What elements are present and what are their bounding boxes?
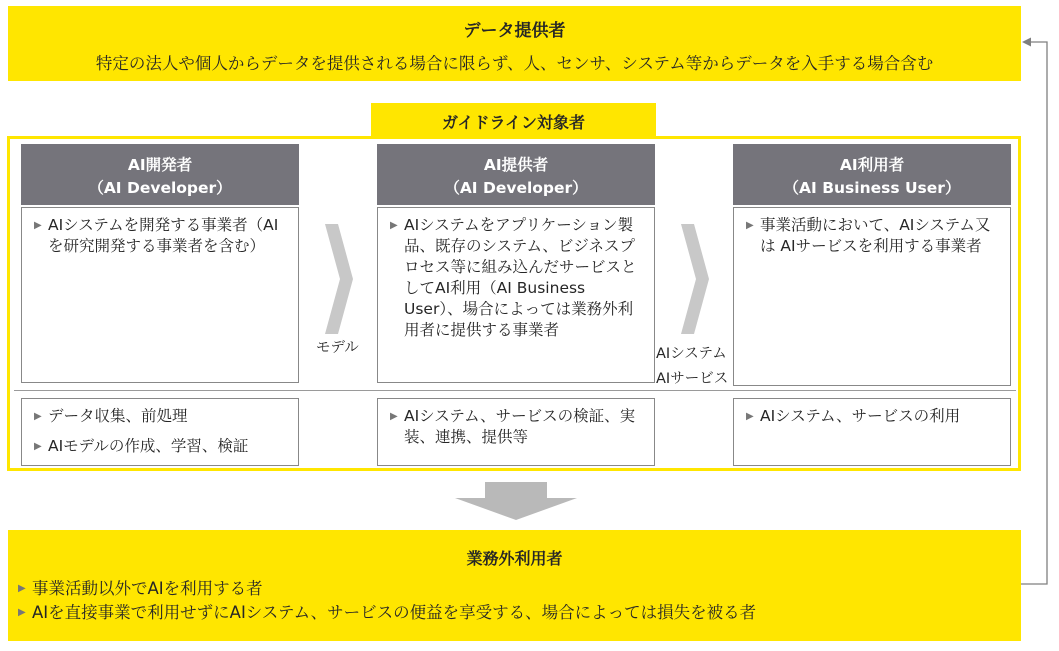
bullet-triangle-icon: ▶ (34, 441, 42, 452)
model-flow-label: モデル (316, 340, 359, 356)
bullet-triangle-icon: ▶ (34, 220, 42, 231)
ai-developer-subtitle: （AI Developer） (88, 179, 232, 197)
ai-user-description: 事業活動において、AIシステム又は AIサービスを利用する事業者 (760, 216, 991, 255)
non-business-user-item: AIを直接事業で利用せずにAIシステム、サービスの便益を享受する、場合によっては損失を被る者 (32, 603, 757, 622)
ai-developer-description: AIシステムを開発する事業者（AIを研究開発する事業者を含む） (48, 216, 279, 255)
guideline-target-label: ガイドライン対象者 (441, 113, 586, 132)
bullet-triangle-icon: ▶ (390, 411, 398, 422)
feedback-connector-line (1021, 42, 1047, 584)
down-arrow-icon (455, 482, 577, 520)
list-item (18, 601, 1008, 625)
arrowhead-left-icon (1022, 38, 1031, 47)
ai-system-flow-label: AIシステム (656, 346, 727, 362)
bullet-triangle-icon: ▶ (746, 220, 754, 231)
non-business-user-item: 事業活動以外でAIを利用する者 (32, 579, 263, 598)
bullet-triangle-icon: ▶ (390, 220, 398, 231)
ai-user-subtitle: （AI Business User） (783, 179, 961, 197)
ai-developer-activity: データ収集、前処理 (48, 407, 188, 425)
bullet-triangle-icon: ▶ (18, 583, 26, 594)
ai-provider-activity: AIシステム、サービスの検証、実装、連携、提供等 (404, 407, 636, 446)
ai-developer-activity: AIモデルの作成、学習、検証 (48, 437, 249, 455)
ai-user-activity: AIシステム、サービスの利用 (760, 407, 961, 425)
non-business-user-banner (8, 530, 1021, 641)
ai-provider-title: AI提供者 (483, 156, 549, 174)
data-provider-description: 特定の法人や個人からデータを提供される場合に限らず、人、センサ、システム等からデータを入手する場合含む (95, 54, 934, 73)
non-business-user-title: 業務外利用者 (466, 549, 563, 568)
non-business-user-list (18, 577, 1008, 625)
bullet-triangle-icon: ▶ (18, 607, 26, 618)
ai-user-title: AI利用者 (839, 156, 905, 174)
ai-service-flow-label: AIサービス (656, 371, 729, 387)
bullet-triangle-icon: ▶ (746, 411, 754, 422)
bullet-triangle-icon: ▶ (34, 411, 42, 422)
ai-developer-title: AI開発者 (127, 156, 193, 174)
list-item (18, 577, 1008, 601)
data-provider-title: データ提供者 (463, 21, 566, 41)
chevron-right-icon (681, 224, 709, 334)
ai-provider-description: AIシステムをアプリケーション製品、既存のシステム、ビジネスプロセス等に組み込んだサービスとしてAI利用（AI Business User）、場合によっては業務外利用者に提供する事業者 (404, 216, 637, 339)
ai-provider-subtitle: （AI Developer） (444, 179, 588, 197)
chevron-right-icon (325, 224, 353, 334)
